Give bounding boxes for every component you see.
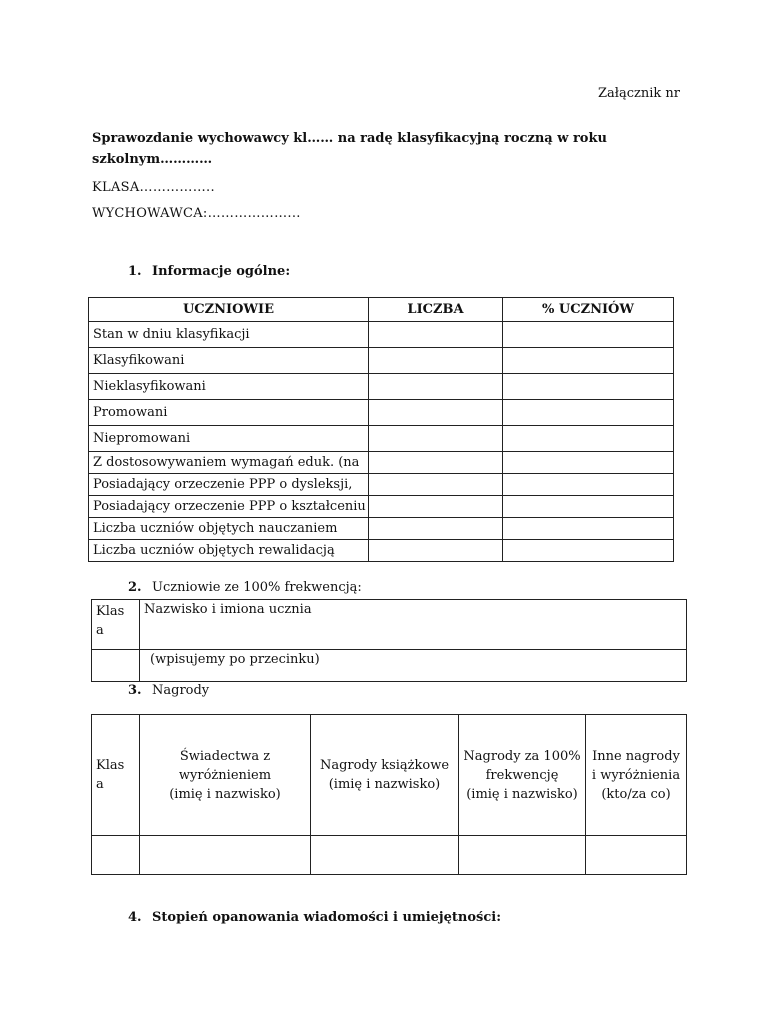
section-1-heading: [128, 264, 290, 279]
awards-table: [91, 714, 687, 875]
table-row: [92, 600, 687, 650]
header-count: LICZBA: [369, 298, 503, 322]
table-row: [89, 518, 674, 540]
attendance-table: [91, 599, 687, 682]
class-header-line-1: Klas: [96, 604, 125, 619]
percent-cell[interactable]: [503, 374, 674, 400]
percent-cell[interactable]: [503, 496, 674, 518]
header-line: frekwencję: [485, 767, 559, 783]
count-cell[interactable]: [369, 348, 503, 374]
row-label: Stan w dniu klasyfikacji: [89, 322, 369, 348]
other-awards-cell[interactable]: [586, 836, 687, 875]
class-cell[interactable]: [92, 836, 140, 875]
class-header-line-2: a: [96, 623, 104, 638]
class-column-header: [92, 715, 140, 836]
report-title: Sprawozdanie wychowawcy kl…… na radę klasyfikacyjną roczną w roku szkolnym…………: [92, 131, 607, 167]
percent-cell[interactable]: [503, 452, 674, 474]
student-names-header: Nazwisko i imiona ucznia: [140, 600, 687, 650]
header-students: UCZNIOWIE: [89, 298, 369, 322]
header-percent: % UCZNIÓW: [503, 298, 674, 322]
row-label: Niepromowani: [89, 426, 369, 452]
count-cell[interactable]: [369, 452, 503, 474]
percent-cell[interactable]: [503, 518, 674, 540]
header-line: i wyróżnienia: [591, 767, 681, 783]
row-label: Klasyfikowani: [89, 348, 369, 374]
table-row: [89, 348, 674, 374]
teacher-field: WYCHOWAWCA:………………...: [92, 206, 301, 221]
table-row: [89, 322, 674, 348]
header-line: Nagrody za 100%: [463, 748, 581, 764]
header-line: Nagrody książkowe: [319, 758, 450, 773]
book-awards-cell[interactable]: [311, 836, 459, 875]
table-row: [89, 540, 674, 562]
attendance-awards-cell[interactable]: [459, 836, 586, 875]
attendance-awards-header: [459, 715, 586, 836]
table-row: [89, 496, 674, 518]
table-row: [89, 452, 674, 474]
percent-cell[interactable]: [503, 348, 674, 374]
other-awards-header: [586, 715, 687, 836]
section-3-label: Nagrody: [152, 683, 210, 698]
section-2-label: Uczniowie ze 100% frekwencją:: [152, 580, 362, 595]
section-1-number: 1.: [128, 264, 142, 279]
header-line: (imię i nazwisko): [328, 777, 441, 792]
section-3-number: 3.: [128, 683, 142, 698]
section-4-number: 4.: [128, 910, 142, 925]
count-cell[interactable]: [369, 540, 503, 562]
section-2-heading: [128, 580, 362, 595]
header-line: (imię i nazwisko): [466, 786, 578, 802]
row-label: Liczba uczniów objętych rewalidacją: [89, 540, 369, 562]
table-header-row: [92, 715, 687, 836]
class-cell[interactable]: [92, 650, 140, 682]
table-row: [89, 474, 674, 496]
attachment-label: Załącznik nr: [598, 86, 681, 101]
honors-cell[interactable]: [140, 836, 311, 875]
row-label: Liczba uczniów objętych nauczaniem: [89, 518, 369, 540]
class-header-line-2: a: [96, 777, 104, 792]
table-header-row: [89, 298, 674, 322]
count-cell[interactable]: [369, 322, 503, 348]
row-label: Posiadający orzeczenie PPP o dysleksji,: [89, 474, 369, 496]
header-line: Inne nagrody: [592, 748, 680, 764]
class-header-line-1: Klas: [96, 758, 125, 773]
section-2-number: 2.: [128, 580, 142, 595]
count-cell[interactable]: [369, 474, 503, 496]
book-awards-header: [311, 715, 459, 836]
section-3-heading: [128, 683, 209, 698]
row-label: Z dostosowywaniem wymagań eduk. (na: [89, 452, 369, 474]
table-row: [89, 426, 674, 452]
table-row: [92, 650, 687, 682]
count-cell[interactable]: [369, 518, 503, 540]
count-cell[interactable]: [369, 496, 503, 518]
header-line: wyróżnieniem: [178, 767, 272, 783]
table-row: [89, 400, 674, 426]
section-4-label: Stopień opanowania wiadomości i umiejętności:: [152, 910, 501, 925]
percent-cell[interactable]: [503, 540, 674, 562]
header-line: (kto/za co): [601, 786, 671, 802]
section-1-label: Informacje ogólne:: [152, 264, 291, 279]
row-label: Promowani: [89, 400, 369, 426]
section-4-heading: [128, 910, 501, 925]
percent-cell[interactable]: [503, 322, 674, 348]
percent-cell[interactable]: [503, 474, 674, 496]
row-label: Nieklasyfikowani: [89, 374, 369, 400]
general-info-table: [88, 297, 674, 562]
table-row: [92, 836, 687, 875]
row-label: Posiadający orzeczenie PPP o kształceniu: [89, 496, 369, 518]
count-cell[interactable]: [369, 374, 503, 400]
honors-certificate-header: [140, 715, 311, 836]
percent-cell[interactable]: [503, 426, 674, 452]
header-line: (imię i nazwisko): [169, 786, 281, 802]
header-line: Świadectwa z: [179, 748, 271, 764]
count-cell[interactable]: [369, 426, 503, 452]
class-column-header: [92, 600, 140, 650]
count-cell[interactable]: [369, 400, 503, 426]
percent-cell[interactable]: [503, 400, 674, 426]
table-row: [89, 374, 674, 400]
student-names-note[interactable]: (wpisujemy po przecinku): [140, 650, 687, 682]
class-field: KLASA……………..: [92, 180, 215, 195]
